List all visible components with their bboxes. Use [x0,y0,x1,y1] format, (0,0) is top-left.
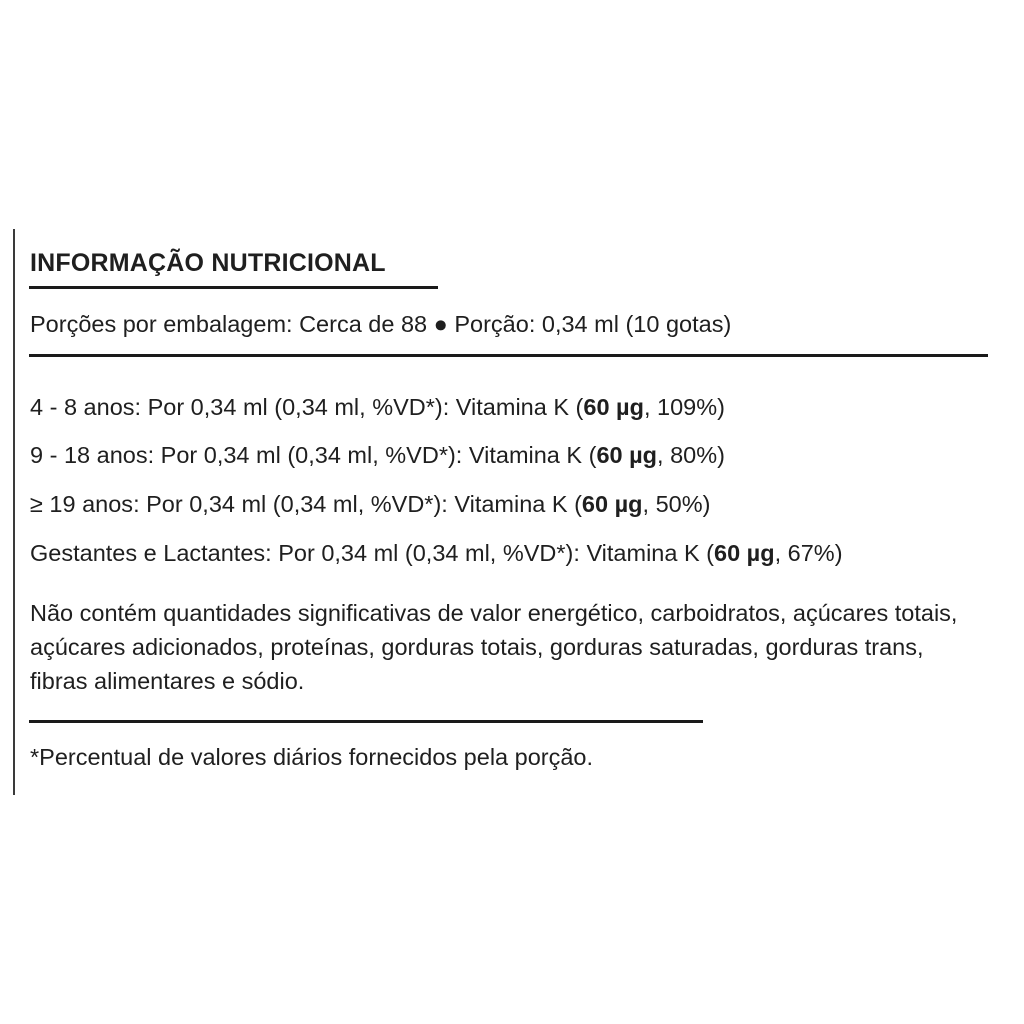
title-underline [29,286,438,289]
nutrient-name: Vitamina K [468,442,583,468]
nutrient-amount: 60 µg [583,394,644,420]
nutrient-row-19-plus: ≥ 19 anos: Por 0,34 ml (0,34 ml, %VD*): Vitamina K (60 µg, 50%) [30,491,711,517]
nutrient-amount: 60 µg [581,491,643,517]
nutrient-name: Vitamina K [586,540,700,566]
age-group: ≥ 19 anos [30,491,134,517]
footnote-divider [29,720,703,723]
daily-value-percent: 109% [657,394,718,420]
serving-divider [29,354,988,357]
portion-text: : Por 0,34 ml (0,34 ml, %VD*): [147,442,469,468]
daily-value-percent: 67% [787,540,835,566]
age-group: Gestantes e Lactantes [30,540,266,566]
nutrient-amount: 60 µg [714,540,775,566]
nutrient-row-4-8: 4 - 8 anos: Por 0,34 ml (0,34 ml, %VD*): Vitamina K (60 µg, 109%) [30,394,725,420]
nutrient-amount: 60 µg [596,442,658,468]
age-group: 4 - 8 anos [30,394,135,420]
portion-text: : Por 0,34 ml (0,34 ml, %VD*): [133,491,455,517]
not-significant-statement: Não contém quantidades significativas de valor energético, carboidratos, açúcares totais, açúcares adicionados, proteínas, gorduras totais, gorduras saturadas, gorduras trans, fibras alimentares e sódio. [30,600,958,694]
age-group: 9 - 18 anos [30,442,148,468]
portion-text: : Por 0,34 ml (0,34 ml, %VD*): [134,394,456,420]
nutrient-name: Vitamina K [454,491,568,517]
daily-value-percent: 50% [655,491,703,517]
nutrient-name: Vitamina K [455,394,570,420]
nutrition-title: INFORMAÇÃO NUTRICIONAL [30,249,386,277]
daily-value-percent: 80% [670,442,718,468]
nutrient-row-pregnant-lactating: Gestantes e Lactantes: Por 0,34 ml (0,34 ml, %VD*): Vitamina K (60 µg, 67%) [30,540,843,566]
serving-info: Porções por embalagem: Cerca de 88 ● Porção: 0,34 ml (10 gotas) [30,311,732,337]
nutrient-row-9-18: 9 - 18 anos: Por 0,34 ml (0,34 ml, %VD*): Vitamina K (60 µg, 80%) [30,442,725,468]
portion-text: : Por 0,34 ml (0,34 ml, %VD*): [265,540,587,566]
footnote: *Percentual de valores diários fornecidos pela porção. [30,744,594,770]
